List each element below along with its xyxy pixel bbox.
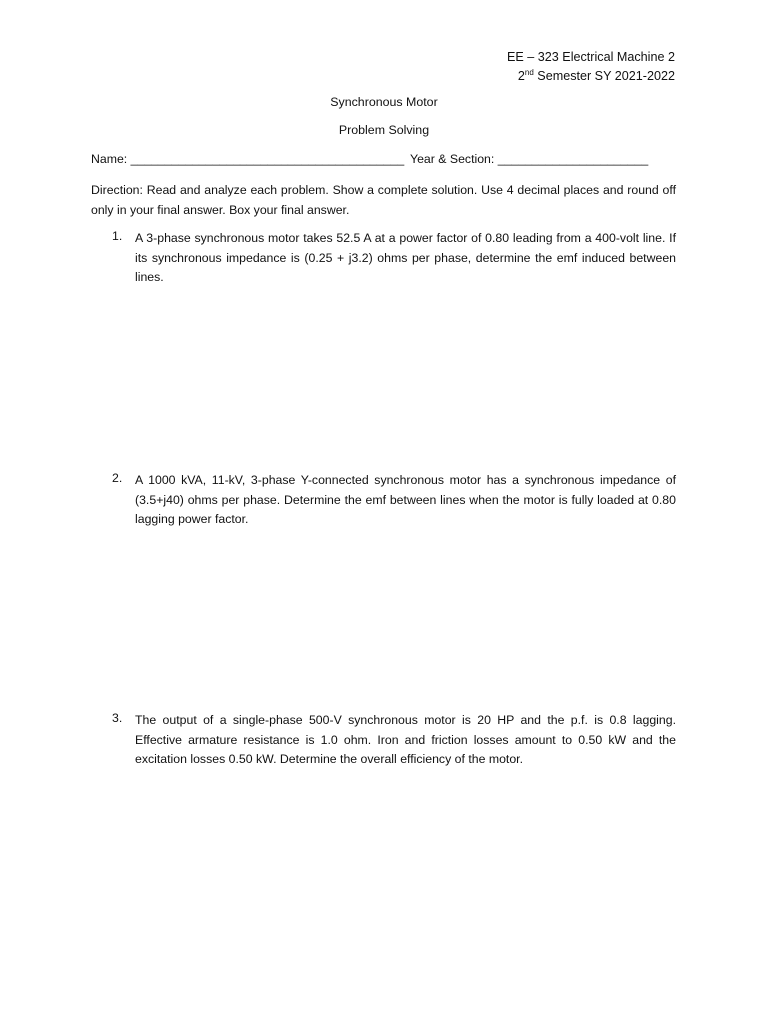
course-title: EE – 323 Electrical Machine 2 — [506, 50, 675, 64]
problem-number: 1. — [112, 229, 123, 243]
semester-ordinal-suffix: nd — [524, 67, 534, 77]
problem-number: 2. — [112, 471, 123, 485]
document-subtitle: Problem Solving — [338, 123, 430, 137]
problem-number: 3. — [112, 711, 123, 725]
problem-text: The output of a single-phase 500-V synchronous motor is 20 HP and the p.f. is 0.8 lagging. Effective armature resistance is 1.0 ohm. Iron and friction losses amount to 0.50 kW and the excitation losses 0.50 kW. Determine the overall efficiency of the motor. — [135, 713, 676, 766]
problem-text: A 1000 kVA, 11-kV, 3-phase Y-connected synchronous motor has a synchronous impedance of (3.5+j40) ohms per phase. Determine the emf between lines when the motor is fully loaded at 0.80 lagging power factor. — [135, 473, 676, 526]
semester-text: Semester SY 2021-2022 — [533, 69, 675, 83]
semester-ordinal: 2 — [517, 69, 525, 83]
problem-text: A 3-phase synchronous motor takes 52.5 A at a power factor of 0.80 leading from a 400-volt line. If its synchronous impedance is (0.25 + j3.2) ohms per phase, determine the emf induced between lines. — [135, 231, 676, 284]
year-section-field[interactable]: Year & Section: ______________________ — [410, 152, 649, 166]
student-info-row — [91, 152, 675, 170]
document-header — [507, 48, 675, 86]
directions-text: Direction: Read and analyze each problem. Show a complete solution. Use 4 decimal places and round off only in your final answer. Box your final answer. — [91, 183, 676, 217]
document-title: Synchronous Motor — [330, 95, 438, 109]
name-field[interactable]: Name: ________________________________________ — [91, 152, 405, 166]
semester-line — [507, 67, 675, 86]
